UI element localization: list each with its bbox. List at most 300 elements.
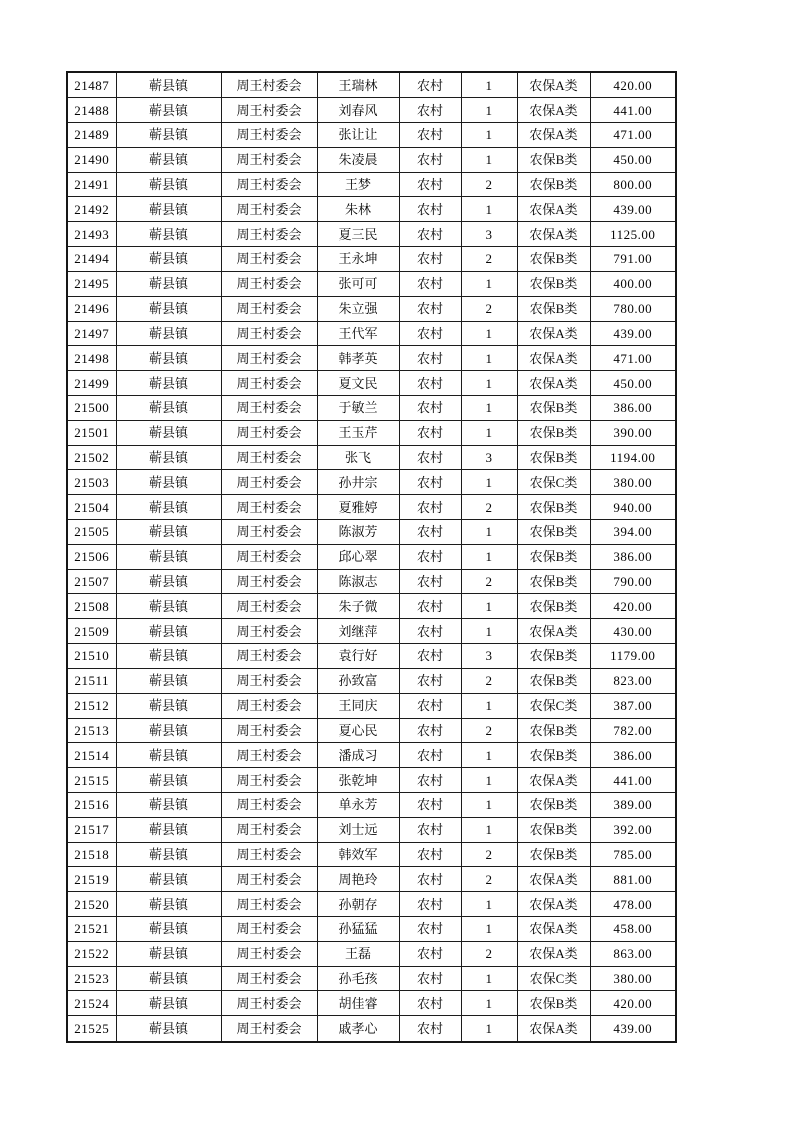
cell-insurance-category: 农保C类 — [517, 693, 590, 718]
cell-village-committee: 周王村委会 — [221, 147, 317, 172]
cell-town: 蕲县镇 — [116, 718, 221, 743]
cell-person-name: 王玉芹 — [317, 420, 399, 445]
cell-town: 蕲县镇 — [116, 98, 221, 123]
cell-record-id: 21520 — [67, 892, 116, 917]
cell-village-committee: 周王村委会 — [221, 172, 317, 197]
cell-record-id: 21524 — [67, 991, 116, 1016]
roster-body — [67, 72, 676, 1042]
table-row — [67, 668, 676, 693]
cell-person-name: 张让让 — [317, 123, 399, 148]
table-row — [67, 892, 676, 917]
cell-person-count: 2 — [461, 569, 517, 594]
cell-residence-type: 农村 — [399, 470, 461, 495]
cell-insurance-category: 农保B类 — [517, 296, 590, 321]
cell-person-name: 张乾坤 — [317, 768, 399, 793]
cell-residence-type: 农村 — [399, 544, 461, 569]
cell-insurance-category: 农保A类 — [517, 72, 590, 98]
cell-insurance-category: 农保A类 — [517, 892, 590, 917]
cell-insurance-category: 农保A类 — [517, 1016, 590, 1042]
cell-record-id: 21491 — [67, 172, 116, 197]
cell-insurance-category: 农保A类 — [517, 941, 590, 966]
cell-village-committee: 周王村委会 — [221, 892, 317, 917]
cell-insurance-category: 农保C类 — [517, 966, 590, 991]
cell-residence-type: 农村 — [399, 792, 461, 817]
cell-residence-type: 农村 — [399, 966, 461, 991]
cell-village-committee: 周王村委会 — [221, 991, 317, 1016]
cell-insurance-category: 农保B类 — [517, 495, 590, 520]
cell-record-id: 21517 — [67, 817, 116, 842]
cell-person-count: 2 — [461, 172, 517, 197]
table-row — [67, 222, 676, 247]
cell-record-id: 21514 — [67, 743, 116, 768]
cell-town: 蕲县镇 — [116, 743, 221, 768]
cell-village-committee: 周王村委会 — [221, 941, 317, 966]
cell-amount: 400.00 — [590, 271, 676, 296]
cell-record-id: 21492 — [67, 197, 116, 222]
cell-village-committee: 周王村委会 — [221, 321, 317, 346]
cell-residence-type: 农村 — [399, 495, 461, 520]
cell-record-id: 21510 — [67, 644, 116, 669]
cell-record-id: 21518 — [67, 842, 116, 867]
cell-person-name: 刘春风 — [317, 98, 399, 123]
cell-person-name: 朱立强 — [317, 296, 399, 321]
cell-record-id: 21506 — [67, 544, 116, 569]
cell-amount: 471.00 — [590, 346, 676, 371]
cell-town: 蕲县镇 — [116, 495, 221, 520]
cell-village-committee: 周王村委会 — [221, 768, 317, 793]
cell-insurance-category: 农保A类 — [517, 222, 590, 247]
cell-record-id: 21519 — [67, 867, 116, 892]
cell-amount: 881.00 — [590, 867, 676, 892]
cell-person-name: 王梦 — [317, 172, 399, 197]
cell-amount: 471.00 — [590, 123, 676, 148]
table-row — [67, 619, 676, 644]
cell-amount: 420.00 — [590, 594, 676, 619]
cell-person-name: 王磊 — [317, 941, 399, 966]
cell-insurance-category: 农保B类 — [517, 718, 590, 743]
cell-town: 蕲县镇 — [116, 544, 221, 569]
cell-record-id: 21516 — [67, 792, 116, 817]
cell-person-name: 王永坤 — [317, 247, 399, 272]
cell-village-committee: 周王村委会 — [221, 495, 317, 520]
cell-amount: 386.00 — [590, 743, 676, 768]
cell-residence-type: 农村 — [399, 619, 461, 644]
cell-person-count: 2 — [461, 941, 517, 966]
cell-town: 蕲县镇 — [116, 222, 221, 247]
cell-record-id: 21501 — [67, 420, 116, 445]
cell-residence-type: 农村 — [399, 520, 461, 545]
cell-person-name: 刘士远 — [317, 817, 399, 842]
cell-person-name: 袁行好 — [317, 644, 399, 669]
cell-record-id: 21502 — [67, 445, 116, 470]
cell-insurance-category: 农保B类 — [517, 420, 590, 445]
cell-insurance-category: 农保B类 — [517, 395, 590, 420]
cell-amount: 785.00 — [590, 842, 676, 867]
cell-town: 蕲县镇 — [116, 792, 221, 817]
cell-village-committee: 周王村委会 — [221, 346, 317, 371]
cell-residence-type: 农村 — [399, 98, 461, 123]
cell-record-id: 21505 — [67, 520, 116, 545]
cell-person-name: 孙猛猛 — [317, 917, 399, 942]
cell-town: 蕲县镇 — [116, 296, 221, 321]
cell-residence-type: 农村 — [399, 644, 461, 669]
cell-amount: 450.00 — [590, 371, 676, 396]
cell-town: 蕲县镇 — [116, 247, 221, 272]
cell-village-committee: 周王村委会 — [221, 594, 317, 619]
cell-person-count: 1 — [461, 197, 517, 222]
cell-town: 蕲县镇 — [116, 420, 221, 445]
cell-record-id: 21496 — [67, 296, 116, 321]
cell-residence-type: 农村 — [399, 271, 461, 296]
cell-town: 蕲县镇 — [116, 842, 221, 867]
cell-person-count: 1 — [461, 693, 517, 718]
cell-insurance-category: 农保A类 — [517, 321, 590, 346]
table-row — [67, 569, 676, 594]
cell-person-count: 1 — [461, 371, 517, 396]
cell-record-id: 21499 — [67, 371, 116, 396]
cell-person-count: 1 — [461, 792, 517, 817]
cell-person-count: 1 — [461, 743, 517, 768]
cell-insurance-category: 农保B类 — [517, 842, 590, 867]
cell-insurance-category: 农保A类 — [517, 197, 590, 222]
cell-residence-type: 农村 — [399, 569, 461, 594]
cell-amount: 1125.00 — [590, 222, 676, 247]
cell-person-name: 单永芳 — [317, 792, 399, 817]
cell-person-name: 夏三民 — [317, 222, 399, 247]
cell-person-name: 于敏兰 — [317, 395, 399, 420]
cell-person-count: 2 — [461, 668, 517, 693]
cell-record-id: 21497 — [67, 321, 116, 346]
cell-record-id: 21511 — [67, 668, 116, 693]
cell-residence-type: 农村 — [399, 147, 461, 172]
cell-amount: 386.00 — [590, 544, 676, 569]
cell-town: 蕲县镇 — [116, 72, 221, 98]
table-row — [67, 1016, 676, 1042]
cell-insurance-category: 农保B类 — [517, 247, 590, 272]
cell-village-committee: 周王村委会 — [221, 222, 317, 247]
cell-village-committee: 周王村委会 — [221, 72, 317, 98]
cell-person-name: 夏雅婷 — [317, 495, 399, 520]
cell-person-name: 韩效军 — [317, 842, 399, 867]
cell-record-id: 21507 — [67, 569, 116, 594]
cell-residence-type: 农村 — [399, 668, 461, 693]
cell-amount: 940.00 — [590, 495, 676, 520]
cell-record-id: 21495 — [67, 271, 116, 296]
cell-town: 蕲县镇 — [116, 644, 221, 669]
table-row — [67, 917, 676, 942]
cell-town: 蕲县镇 — [116, 346, 221, 371]
cell-amount: 380.00 — [590, 966, 676, 991]
cell-residence-type: 农村 — [399, 991, 461, 1016]
cell-residence-type: 农村 — [399, 941, 461, 966]
cell-residence-type: 农村 — [399, 321, 461, 346]
cell-village-committee: 周王村委会 — [221, 619, 317, 644]
cell-person-count: 1 — [461, 395, 517, 420]
cell-insurance-category: 农保B类 — [517, 792, 590, 817]
table-row — [67, 147, 676, 172]
cell-residence-type: 农村 — [399, 743, 461, 768]
cell-person-count: 2 — [461, 842, 517, 867]
cell-village-committee: 周王村委会 — [221, 668, 317, 693]
table-row — [67, 768, 676, 793]
cell-record-id: 21512 — [67, 693, 116, 718]
cell-residence-type: 农村 — [399, 197, 461, 222]
cell-person-count: 2 — [461, 718, 517, 743]
cell-person-name: 朱凌晨 — [317, 147, 399, 172]
cell-person-name: 夏文民 — [317, 371, 399, 396]
table-row — [67, 371, 676, 396]
table-row — [67, 644, 676, 669]
cell-village-committee: 周王村委会 — [221, 123, 317, 148]
cell-town: 蕲县镇 — [116, 197, 221, 222]
cell-amount: 782.00 — [590, 718, 676, 743]
cell-insurance-category: 农保B类 — [517, 991, 590, 1016]
cell-person-name: 孙朝存 — [317, 892, 399, 917]
cell-town: 蕲县镇 — [116, 917, 221, 942]
cell-insurance-category: 农保B类 — [517, 569, 590, 594]
cell-village-committee: 周王村委会 — [221, 197, 317, 222]
cell-person-name: 韩孝英 — [317, 346, 399, 371]
cell-residence-type: 农村 — [399, 296, 461, 321]
table-row — [67, 346, 676, 371]
cell-amount: 863.00 — [590, 941, 676, 966]
cell-person-count: 1 — [461, 420, 517, 445]
cell-insurance-category: 农保A类 — [517, 619, 590, 644]
table-row — [67, 594, 676, 619]
cell-insurance-category: 农保B类 — [517, 817, 590, 842]
table-row — [67, 495, 676, 520]
cell-village-committee: 周王村委会 — [221, 817, 317, 842]
cell-insurance-category: 农保B类 — [517, 594, 590, 619]
table-row — [67, 395, 676, 420]
cell-record-id: 21488 — [67, 98, 116, 123]
cell-person-count: 3 — [461, 445, 517, 470]
cell-residence-type: 农村 — [399, 172, 461, 197]
cell-amount: 387.00 — [590, 693, 676, 718]
cell-amount: 1194.00 — [590, 445, 676, 470]
cell-town: 蕲县镇 — [116, 892, 221, 917]
cell-insurance-category: 农保A类 — [517, 346, 590, 371]
table-row — [67, 470, 676, 495]
cell-person-name: 胡佳睿 — [317, 991, 399, 1016]
cell-record-id: 21503 — [67, 470, 116, 495]
cell-person-count: 1 — [461, 917, 517, 942]
cell-person-name: 张可可 — [317, 271, 399, 296]
cell-residence-type: 农村 — [399, 445, 461, 470]
cell-amount: 430.00 — [590, 619, 676, 644]
cell-record-id: 21521 — [67, 917, 116, 942]
cell-town: 蕲县镇 — [116, 271, 221, 296]
cell-residence-type: 农村 — [399, 395, 461, 420]
cell-person-name: 陈淑志 — [317, 569, 399, 594]
cell-residence-type: 农村 — [399, 867, 461, 892]
table-row — [67, 98, 676, 123]
cell-town: 蕲县镇 — [116, 172, 221, 197]
cell-record-id: 21525 — [67, 1016, 116, 1042]
cell-insurance-category: 农保A类 — [517, 917, 590, 942]
cell-town: 蕲县镇 — [116, 520, 221, 545]
cell-record-id: 21513 — [67, 718, 116, 743]
cell-amount: 394.00 — [590, 520, 676, 545]
cell-town: 蕲县镇 — [116, 817, 221, 842]
cell-amount: 1179.00 — [590, 644, 676, 669]
cell-person-count: 1 — [461, 147, 517, 172]
table-row — [67, 693, 676, 718]
cell-amount: 380.00 — [590, 470, 676, 495]
table-row — [67, 172, 676, 197]
cell-insurance-category: 农保A类 — [517, 98, 590, 123]
table-row — [67, 544, 676, 569]
cell-record-id: 21487 — [67, 72, 116, 98]
cell-village-committee: 周王村委会 — [221, 693, 317, 718]
cell-village-committee: 周王村委会 — [221, 544, 317, 569]
cell-town: 蕲县镇 — [116, 1016, 221, 1042]
cell-residence-type: 农村 — [399, 222, 461, 247]
table-row — [67, 123, 676, 148]
cell-person-name: 陈淑芳 — [317, 520, 399, 545]
cell-person-name: 王代军 — [317, 321, 399, 346]
cell-village-committee: 周王村委会 — [221, 917, 317, 942]
cell-insurance-category: 农保A类 — [517, 123, 590, 148]
cell-insurance-category: 农保B类 — [517, 172, 590, 197]
cell-person-name: 孙毛孩 — [317, 966, 399, 991]
cell-residence-type: 农村 — [399, 842, 461, 867]
cell-record-id: 21494 — [67, 247, 116, 272]
cell-village-committee: 周王村委会 — [221, 644, 317, 669]
cell-insurance-category: 农保B类 — [517, 520, 590, 545]
cell-person-name: 朱林 — [317, 197, 399, 222]
cell-residence-type: 农村 — [399, 371, 461, 396]
table-row — [67, 520, 676, 545]
cell-record-id: 21509 — [67, 619, 116, 644]
table-row — [67, 321, 676, 346]
cell-person-count: 3 — [461, 222, 517, 247]
cell-person-name: 潘成习 — [317, 743, 399, 768]
cell-person-count: 1 — [461, 817, 517, 842]
cell-person-count: 2 — [461, 296, 517, 321]
cell-village-committee: 周王村委会 — [221, 743, 317, 768]
cell-person-count: 1 — [461, 619, 517, 644]
cell-village-committee: 周王村委会 — [221, 296, 317, 321]
cell-village-committee: 周王村委会 — [221, 98, 317, 123]
cell-residence-type: 农村 — [399, 594, 461, 619]
cell-person-count: 1 — [461, 768, 517, 793]
benefits-roster-table — [66, 71, 677, 1043]
table-row — [67, 718, 676, 743]
cell-person-count: 2 — [461, 867, 517, 892]
cell-person-name: 戚孝心 — [317, 1016, 399, 1042]
cell-amount: 441.00 — [590, 768, 676, 793]
cell-record-id: 21489 — [67, 123, 116, 148]
cell-amount: 439.00 — [590, 321, 676, 346]
cell-person-name: 朱子微 — [317, 594, 399, 619]
cell-person-count: 1 — [461, 892, 517, 917]
cell-person-count: 1 — [461, 72, 517, 98]
cell-residence-type: 农村 — [399, 247, 461, 272]
table-row — [67, 296, 676, 321]
cell-person-count: 1 — [461, 594, 517, 619]
cell-insurance-category: 农保A类 — [517, 867, 590, 892]
cell-town: 蕲县镇 — [116, 619, 221, 644]
cell-amount: 790.00 — [590, 569, 676, 594]
cell-residence-type: 农村 — [399, 693, 461, 718]
cell-amount: 780.00 — [590, 296, 676, 321]
cell-insurance-category: 农保C类 — [517, 470, 590, 495]
cell-residence-type: 农村 — [399, 817, 461, 842]
cell-residence-type: 农村 — [399, 768, 461, 793]
cell-person-count: 1 — [461, 991, 517, 1016]
table-row — [67, 941, 676, 966]
cell-amount: 478.00 — [590, 892, 676, 917]
cell-town: 蕲县镇 — [116, 594, 221, 619]
cell-village-committee: 周王村委会 — [221, 445, 317, 470]
cell-person-count: 1 — [461, 966, 517, 991]
cell-amount: 823.00 — [590, 668, 676, 693]
cell-amount: 389.00 — [590, 792, 676, 817]
table-row — [67, 445, 676, 470]
table-row — [67, 991, 676, 1016]
cell-amount: 386.00 — [590, 395, 676, 420]
cell-insurance-category: 农保B类 — [517, 271, 590, 296]
cell-amount: 420.00 — [590, 72, 676, 98]
cell-residence-type: 农村 — [399, 72, 461, 98]
cell-town: 蕲县镇 — [116, 123, 221, 148]
cell-person-name: 夏心民 — [317, 718, 399, 743]
cell-village-committee: 周王村委会 — [221, 420, 317, 445]
table-row — [67, 867, 676, 892]
cell-person-name: 邱心翠 — [317, 544, 399, 569]
cell-person-name: 王瑞林 — [317, 72, 399, 98]
cell-town: 蕲县镇 — [116, 147, 221, 172]
cell-person-count: 1 — [461, 1016, 517, 1042]
table-row — [67, 966, 676, 991]
cell-person-count: 1 — [461, 520, 517, 545]
cell-residence-type: 农村 — [399, 892, 461, 917]
cell-village-committee: 周王村委会 — [221, 842, 317, 867]
cell-insurance-category: 农保B类 — [517, 668, 590, 693]
cell-record-id: 21515 — [67, 768, 116, 793]
cell-insurance-category: 农保B类 — [517, 743, 590, 768]
table-row — [67, 842, 676, 867]
cell-residence-type: 农村 — [399, 1016, 461, 1042]
cell-residence-type: 农村 — [399, 346, 461, 371]
cell-village-committee: 周王村委会 — [221, 271, 317, 296]
cell-amount: 800.00 — [590, 172, 676, 197]
cell-amount: 392.00 — [590, 817, 676, 842]
cell-amount: 390.00 — [590, 420, 676, 445]
cell-residence-type: 农村 — [399, 420, 461, 445]
cell-amount: 450.00 — [590, 147, 676, 172]
cell-person-count: 3 — [461, 644, 517, 669]
cell-town: 蕲县镇 — [116, 395, 221, 420]
cell-town: 蕲县镇 — [116, 321, 221, 346]
cell-insurance-category: 农保B类 — [517, 644, 590, 669]
cell-amount: 441.00 — [590, 98, 676, 123]
cell-village-committee: 周王村委会 — [221, 792, 317, 817]
cell-village-committee: 周王村委会 — [221, 867, 317, 892]
cell-record-id: 21500 — [67, 395, 116, 420]
cell-person-name: 王同庆 — [317, 693, 399, 718]
cell-person-count: 1 — [461, 470, 517, 495]
cell-village-committee: 周王村委会 — [221, 470, 317, 495]
table-row — [67, 197, 676, 222]
cell-town: 蕲县镇 — [116, 867, 221, 892]
cell-town: 蕲县镇 — [116, 966, 221, 991]
cell-record-id: 21493 — [67, 222, 116, 247]
cell-record-id: 21522 — [67, 941, 116, 966]
cell-person-count: 2 — [461, 247, 517, 272]
cell-town: 蕲县镇 — [116, 991, 221, 1016]
